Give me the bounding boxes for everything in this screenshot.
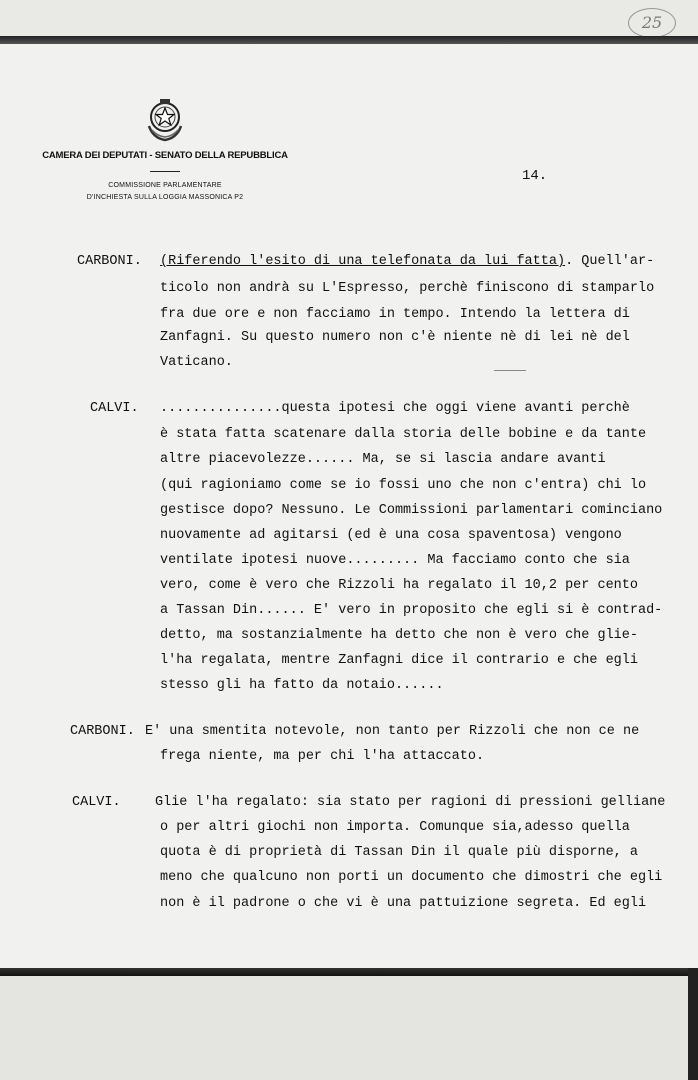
scan-right-edge <box>688 968 698 1080</box>
dialogue-line: (Riferendo l'esito di una telefonata da lui fatta). Quell'ar- <box>160 254 655 269</box>
dialogue-line: altre piacevolezze...... Ma, se si lascia andare avanti <box>160 452 606 467</box>
dialogue-line: frega niente, ma per chi l'ha attaccato. <box>160 749 485 764</box>
dialogue-line: o per altri giochi non importa. Comunque sia,adesso quella <box>160 820 630 835</box>
dialogue-line: non è il padrone o che vi è una pattuizione segreta. Ed egli <box>160 896 647 911</box>
institution-heading: CAMERA DEI DEPUTATI - SENATO DELLA REPUBBLICA <box>42 150 288 161</box>
header-divider <box>150 171 180 172</box>
handwritten-page-mark: 25 <box>628 8 676 38</box>
dialogue-line: gestisce dopo? Nessuno. Le Commissioni parlamentari cominciano <box>160 503 663 518</box>
dialogue-line: ventilate ipotesi nuove......... Ma facciamo conto che sia <box>160 553 630 568</box>
dialogue-line: Zanfagni. Su questo numero non c'è niente nè di lei nè del <box>160 330 630 345</box>
dialogue-line: quota è di proprietà di Tassan Din il quale più disporne, a <box>160 845 638 860</box>
dialogue-line: a Tassan Din...... E' vero in proposito che egli si è contrad- <box>160 603 663 618</box>
dialogue-line: (qui ragioniamo come se io fossi uno che non c'entra) chi lo <box>160 478 647 493</box>
commission-title-line1: COMMISSIONE PARLAMENTARE <box>108 182 222 189</box>
stage-direction: (Riferendo l'esito di una telefonata da lui fatta) <box>160 254 566 269</box>
dialogue-line: detto, ma sostanzialmente ha detto che non è vero che glie- <box>160 628 638 643</box>
dialogue-line: ...............questa ipotesi che oggi viene avanti perchè <box>160 401 630 416</box>
speaker-label: CARBONI. <box>70 724 135 739</box>
speaker-label: CARBONI. <box>77 254 142 269</box>
dialogue-line: meno che qualcuno non porti un documento che dimostri che egli <box>160 870 663 885</box>
dialogue-line: ticolo non andrà su L'Espresso, perchè finiscono di stamparlo <box>160 281 655 296</box>
speaker-label: CALVI. <box>90 401 139 416</box>
dialogue-line: nuovamente ad agitarsi (ed è una cosa spaventosa) vengono <box>160 528 622 543</box>
dialogue-line: è stata fatta scatenare dalla storia delle bobine e da tante <box>160 427 647 442</box>
dialogue-line: Glie l'ha regalato: sia stato per ragioni di pressioni gelliane <box>155 795 666 810</box>
dialogue-line: E' una smentita notevole, non tanto per Rizzoli che non ce ne <box>145 724 640 739</box>
dialogue-line: Vaticano. <box>160 355 233 370</box>
scan-top-margin <box>0 0 698 36</box>
dialogue-line: vero, come è vero che Rizzoli ha regalato il 10,2 per cento <box>160 578 638 593</box>
scan-bottom-margin <box>0 976 698 1080</box>
scan-top-border <box>0 36 698 44</box>
section-dash <box>494 370 526 371</box>
dialogue-line: fra due ore e non facciamo in tempo. Intendo la lettera di <box>160 307 630 322</box>
dialogue-line: stesso gli ha fatto da notaio...... <box>160 678 444 693</box>
commission-title-line2: D'INCHIESTA SULLA LOGGIA MASSONICA P2 <box>86 194 244 201</box>
republic-emblem-icon <box>143 96 187 144</box>
dialogue-line: l'ha regalata, mentre Zanfagni dice il contrario e che egli <box>160 653 638 668</box>
page-number: 14. <box>522 168 548 184</box>
scan-bottom-border <box>0 968 698 976</box>
speaker-label: CALVI. <box>72 795 121 810</box>
